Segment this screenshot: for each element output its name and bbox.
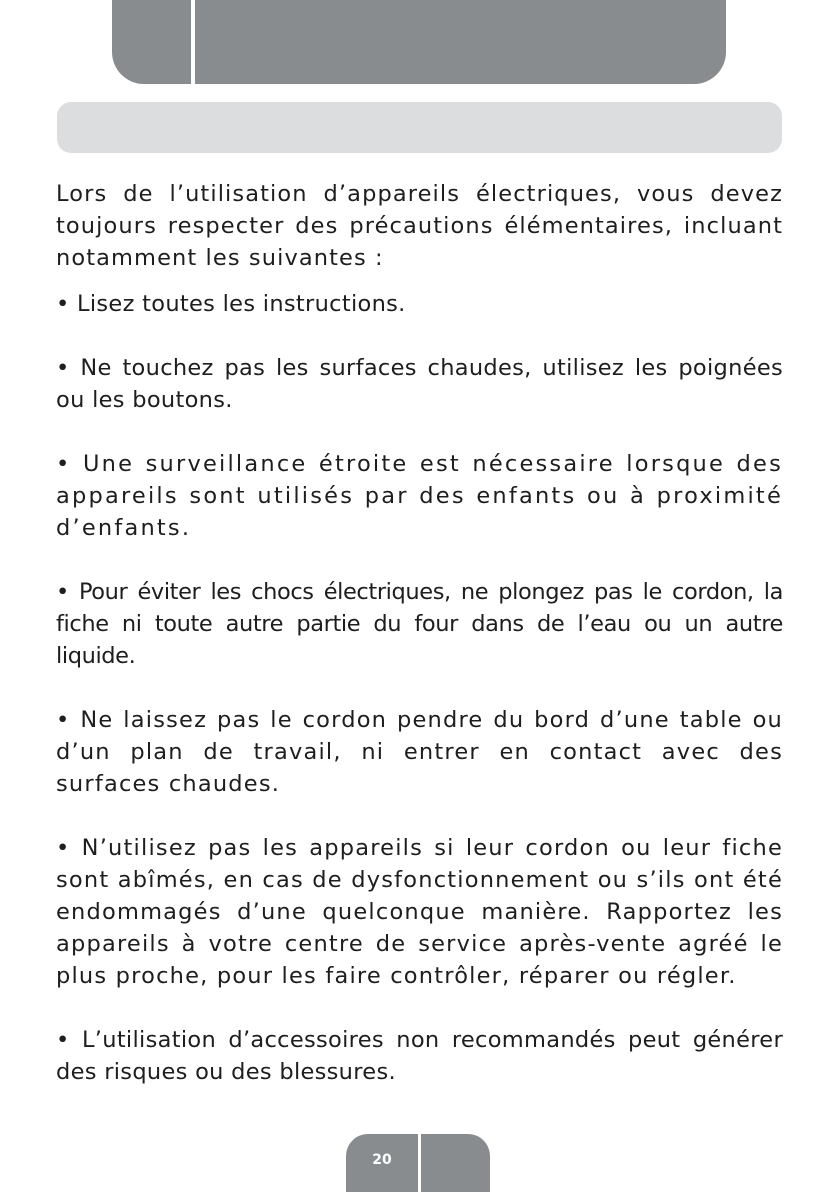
header-tab [112,0,726,84]
page-number: 20 [372,1152,392,1168]
header-divider [191,0,195,84]
list-item: • Lisez toutes les instructions. [56,291,406,317]
safety-instructions [56,178,783,1088]
intro-paragraph: Lors de l’utilisation d’appareils électriques, vous devez toujours respecter des précautions élémentaires, incluant notamment les suivantes : [56,181,783,271]
section-title-bar [57,102,782,153]
list-item: • Pour éviter les chocs électriques, ne plongez pas le cordon, la fiche ni toute autre partie du four dans de l’eau ou un autre liquide. [56,579,783,669]
list-item: • Ne touchez pas les surfaces chaudes, utilisez les poignées ou les boutons. [56,355,783,413]
footer-divider [418,1134,421,1192]
list-item: • Une surveillance étroite est nécessaire lorsque des appareils sont utilisés par des enfants ou à proximité d’enfants. [56,451,783,541]
list-item: • N’utilisez pas les appareils si leur cordon ou leur fiche sont abîmés, en cas de dysfonctionnement ou s’ils ont été endommagés d’une quelconque manière. Rapportez les appareils à votre centre de service après-vente agréé le plus proche, pour les faire contrôler, réparer ou régler. [56,835,783,989]
list-item: • Ne laissez pas le cordon pendre du bord d’une table ou d’un plan de travail, ni entrer en contact avec des surfaces chaudes. [56,707,783,797]
list-item: • L’utilisation d’accessoires non recommandés peut générer des risques ou des blessures. [56,1027,783,1085]
